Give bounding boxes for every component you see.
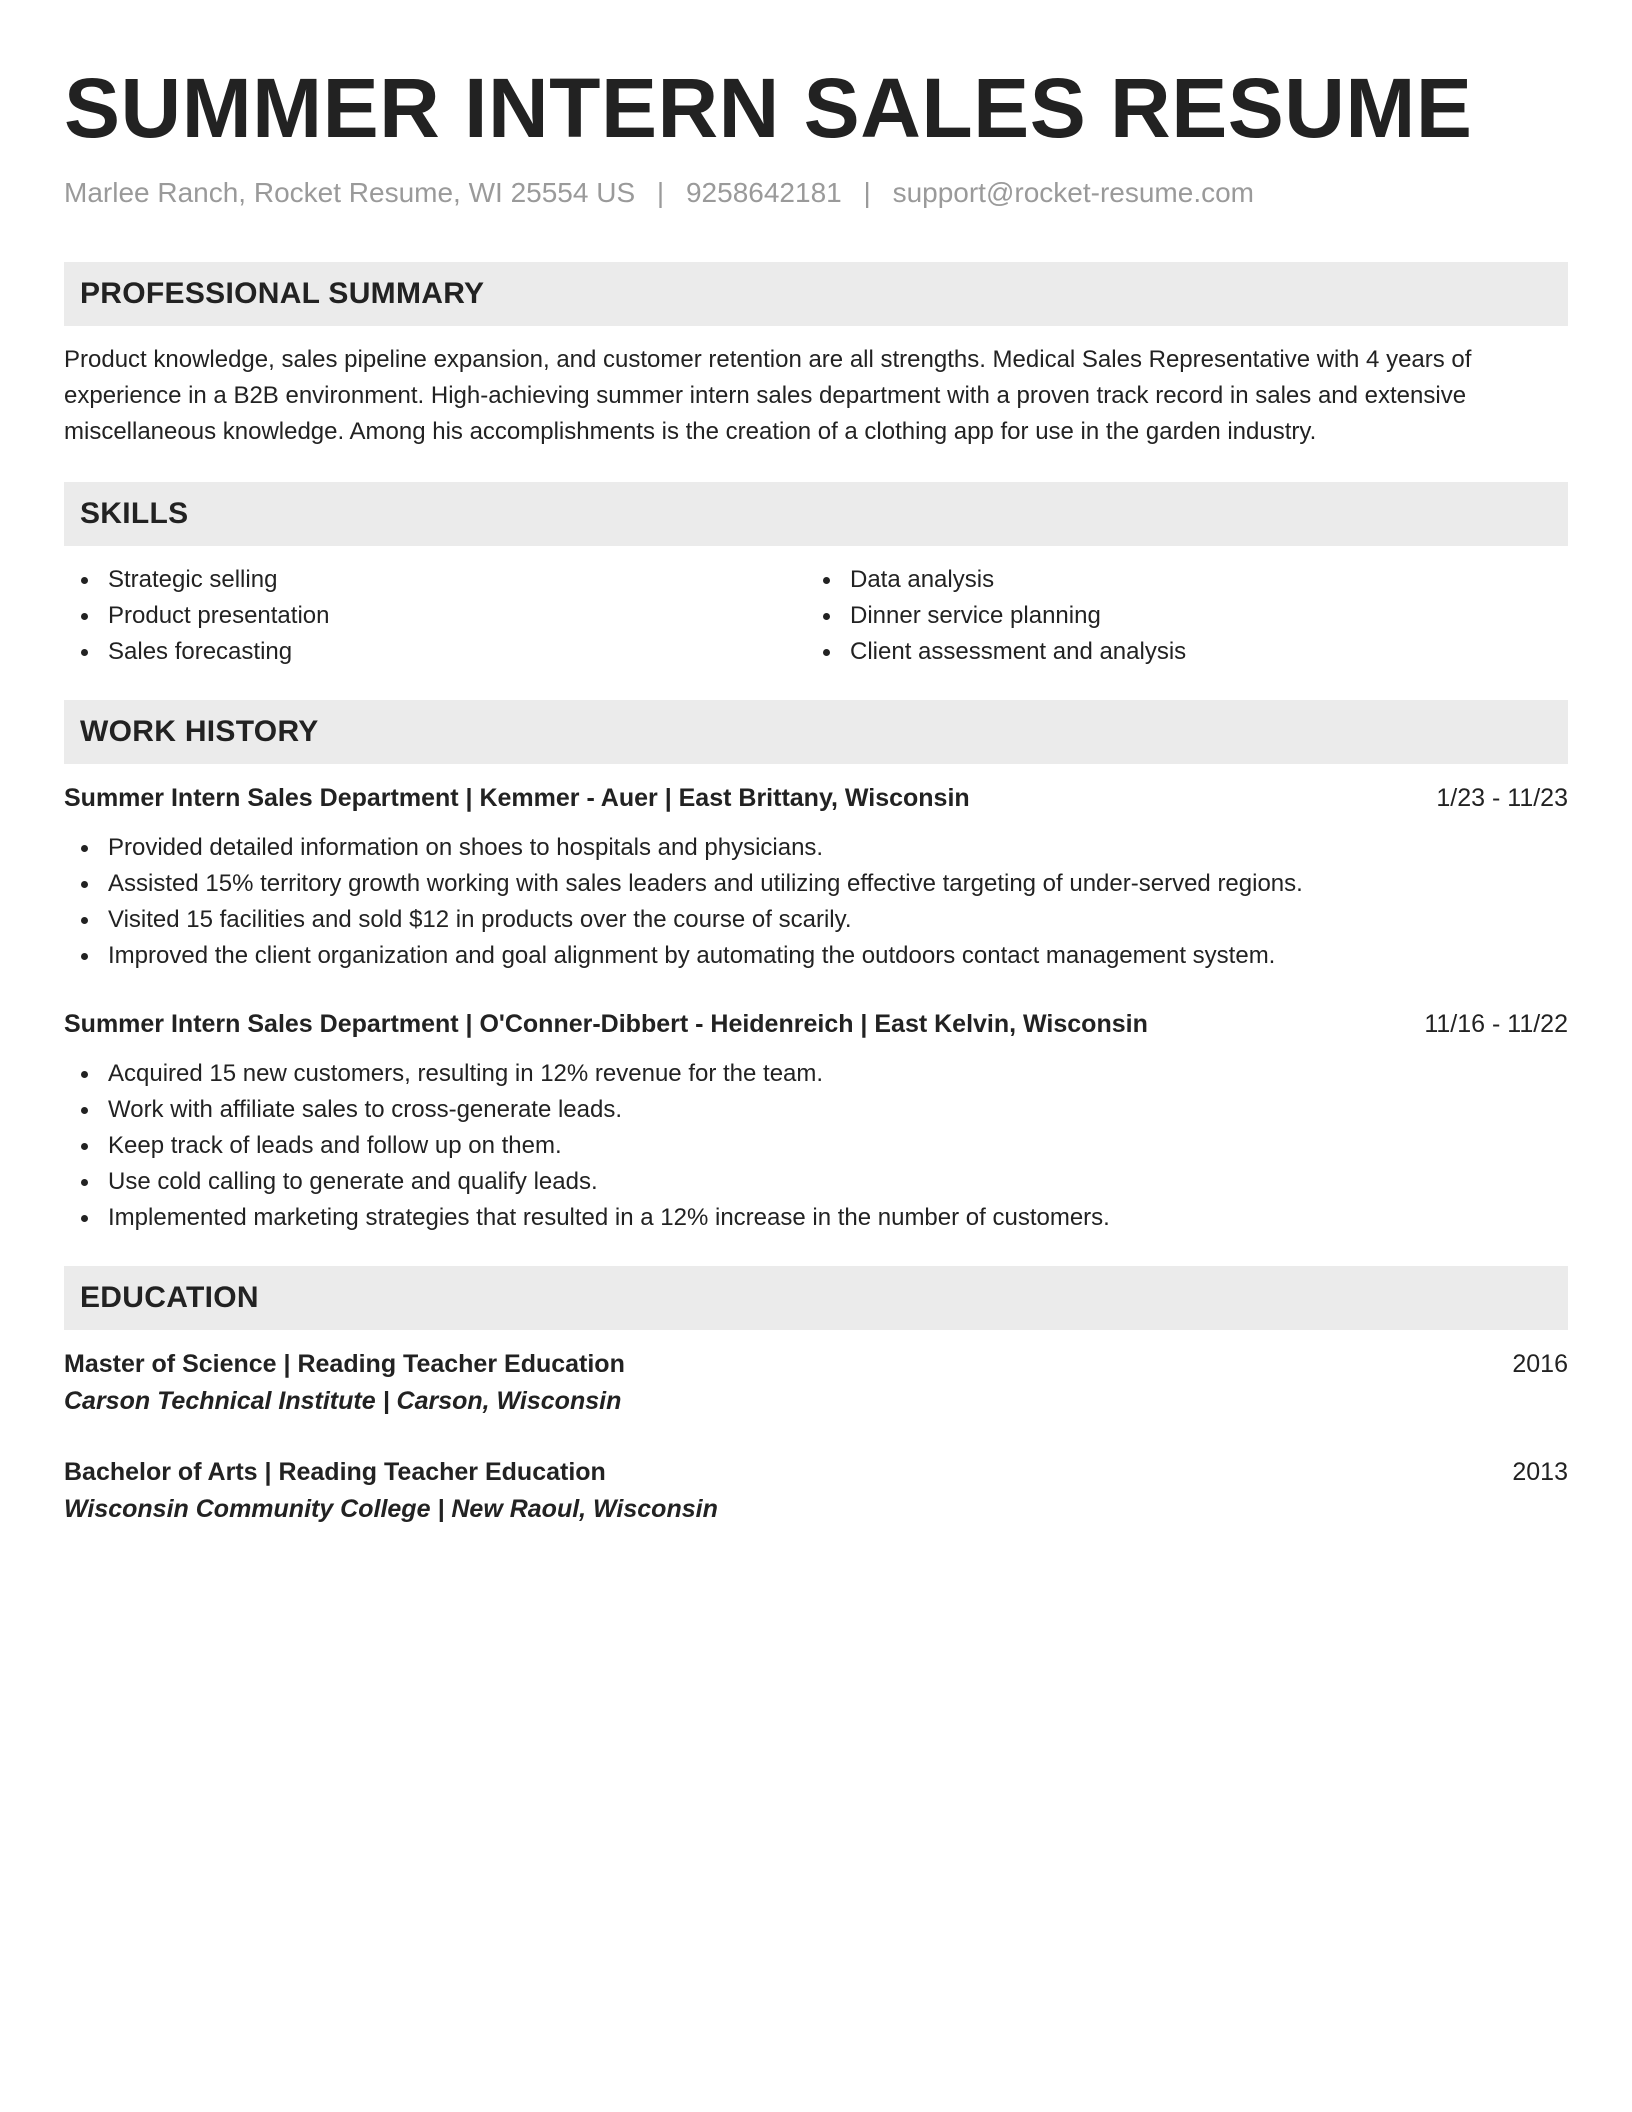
job-bullet: Assisted 15% territory growth working with sales leaders and utilizing effective targeting of under-served regions.	[64, 866, 1568, 902]
skill-item: Data analysis	[806, 562, 1548, 598]
education-year: 2013	[1512, 1458, 1568, 1486]
job-bullet: Keep track of leads and follow up on them.	[64, 1128, 1568, 1164]
skills-column-left	[64, 562, 806, 670]
section-header-work-history: WORK HISTORY	[64, 700, 1568, 764]
summary-text: Product knowledge, sales pipeline expansion, and customer retention are all strengths. Medical Sales Representative with 4 years of experience in a B2B environment. High-achieving summer intern sales department with a proven track record in sales and extensive miscellaneous knowledge. Among his accomplishments is the creation of a clothing app for use in the garden industry.	[64, 346, 1472, 445]
job-bullet: Implemented marketing strategies that resulted in a 12% increase in the number of customers.	[64, 1200, 1568, 1236]
education-entry	[64, 1454, 1568, 1528]
skill-item: Strategic selling	[64, 562, 806, 598]
section-header-skills: SKILLS	[64, 482, 1568, 546]
job-title: Summer Intern Sales Department | Kemmer - Auer | East Brittany, Wisconsin	[64, 784, 970, 812]
job-bullet: Work with affiliate sales to cross-generate leads.	[64, 1092, 1568, 1128]
contact-email: support@rocket-resume.com	[892, 177, 1254, 208]
job-title: Summer Intern Sales Department | O'Conner-Dibbert - Heidenreich | East Kelvin, Wisconsin	[64, 1010, 1148, 1038]
resume-title: SUMMER INTERN SALES RESUME	[64, 61, 1473, 155]
contact-line	[64, 176, 1568, 210]
job-bullet: Improved the client organization and goal alignment by automating the outdoors contact management system.	[64, 938, 1568, 974]
education-degree: Bachelor of Arts | Reading Teacher Education	[64, 1458, 606, 1486]
contact-address: Marlee Ranch, Rocket Resume, WI 25554 US	[64, 177, 636, 208]
contact-separator: |	[656, 177, 665, 208]
education-degree: Master of Science | Reading Teacher Education	[64, 1350, 625, 1378]
skill-item: Product presentation	[64, 598, 806, 634]
job-bullet: Provided detailed information on shoes to hospitals and physicians.	[64, 830, 1568, 866]
section-header-education: EDUCATION	[64, 1266, 1568, 1330]
education-entry	[64, 1346, 1568, 1420]
skill-item: Client assessment and analysis	[806, 634, 1548, 670]
contact-separator: |	[863, 177, 871, 208]
education-school: Carson Technical Institute | Carson, Wisconsin	[64, 1387, 622, 1415]
job-entry-header	[64, 780, 1568, 816]
job-entry-header	[64, 1006, 1568, 1042]
education-school: Wisconsin Community College | New Raoul, Wisconsin	[64, 1495, 718, 1523]
skill-item: Sales forecasting	[64, 634, 806, 670]
education-entry-header	[64, 1454, 1568, 1490]
education-entry-header	[64, 1346, 1568, 1382]
job-bullet: Acquired 15 new customers, resulting in 12% revenue for the team.	[64, 1056, 1568, 1092]
job-bullet: Use cold calling to generate and qualify leads.	[64, 1164, 1568, 1200]
resume-page	[64, 0, 1568, 1528]
job-dates: 1/23 - 11/23	[1436, 784, 1568, 812]
education-year: 2016	[1512, 1350, 1568, 1378]
job-bullet: Visited 15 facilities and sold $12 in products over the course of scarily.	[64, 902, 1568, 938]
skills-column-right	[806, 562, 1548, 670]
job-dates: 11/16 - 11/22	[1424, 1010, 1568, 1038]
section-header-summary: PROFESSIONAL SUMMARY	[64, 262, 1568, 326]
job-bullets	[64, 830, 1568, 974]
job-bullets	[64, 1056, 1568, 1236]
skill-item: Dinner service planning	[806, 598, 1548, 634]
skills-list	[64, 562, 1568, 670]
contact-phone: 9258642181	[685, 177, 842, 208]
